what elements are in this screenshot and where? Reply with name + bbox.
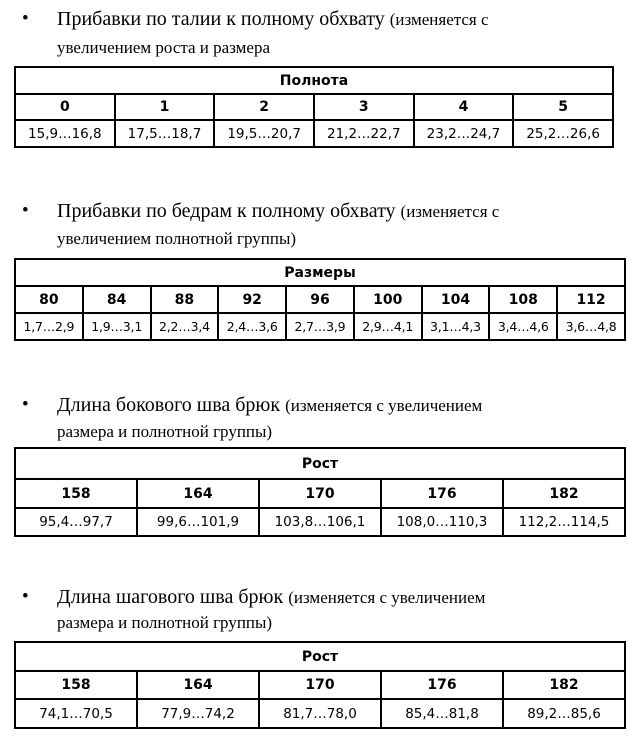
value-cell: 85,4…81,8 bbox=[381, 699, 503, 728]
value-cell: 74,1…70,5 bbox=[15, 699, 137, 728]
value-cell: 2,7…3,9 bbox=[286, 313, 354, 340]
heading-text: Длина бокового шва брюк bbox=[57, 394, 281, 416]
table-title: Рост bbox=[15, 448, 625, 479]
header-cell: 5 bbox=[513, 94, 613, 120]
header-cell: 182 bbox=[503, 479, 625, 508]
value-cell: 23,2…24,7 bbox=[414, 120, 514, 147]
header-cell: 176 bbox=[381, 479, 503, 508]
value-cell: 17,5…18,7 bbox=[115, 120, 215, 147]
heading-note: (изменяется с bbox=[400, 202, 500, 221]
value-cell: 108,0…110,3 bbox=[381, 508, 503, 536]
header-cell: 96 bbox=[286, 286, 354, 313]
value-cell: 15,9…16,8 bbox=[15, 120, 115, 147]
heading-note: (изменяется с увеличением bbox=[285, 396, 483, 415]
value-cell: 1,7…2,9 bbox=[15, 313, 83, 340]
value-cell: 3,1…4,3 bbox=[422, 313, 490, 340]
value-cell: 3,4…4,6 bbox=[489, 313, 557, 340]
header-cell: 88 bbox=[151, 286, 219, 313]
bullet-icon: • bbox=[22, 586, 29, 607]
bullet-icon: • bbox=[22, 394, 29, 415]
waist-table bbox=[14, 66, 614, 148]
heading-note: (изменяется с bbox=[389, 10, 489, 29]
value-cell: 2,9…4,1 bbox=[354, 313, 422, 340]
heading-continuation: увеличением роста и размера bbox=[57, 38, 271, 57]
bullet-icon: • bbox=[22, 8, 29, 29]
heading-text: Прибавки по талии к полному обхвату bbox=[57, 8, 385, 30]
bullet-icon: • bbox=[22, 200, 29, 221]
header-cell: 176 bbox=[381, 671, 503, 699]
heading-continuation: увеличением полнотной группы) bbox=[57, 229, 297, 248]
header-cell: 112 bbox=[557, 286, 625, 313]
value-cell: 95,4…97,7 bbox=[15, 508, 137, 536]
heading-note: (изменяется с увеличением bbox=[288, 588, 486, 607]
table-title: Полнота bbox=[15, 67, 613, 94]
value-cell: 2,2…3,4 bbox=[151, 313, 219, 340]
header-cell: 164 bbox=[137, 479, 259, 508]
value-cell: 77,9…74,2 bbox=[137, 699, 259, 728]
header-cell: 182 bbox=[503, 671, 625, 699]
value-cell: 3,6…4,8 bbox=[557, 313, 625, 340]
heading-text: Длина шагового шва брюк bbox=[57, 586, 284, 608]
value-cell: 81,7…78,0 bbox=[259, 699, 381, 728]
heading-continuation: размера и полнотной группы) bbox=[57, 422, 273, 441]
header-cell: 0 bbox=[15, 94, 115, 120]
header-cell: 170 bbox=[259, 671, 381, 699]
table-title: Размеры bbox=[15, 259, 625, 286]
header-cell: 3 bbox=[314, 94, 414, 120]
header-cell: 92 bbox=[218, 286, 286, 313]
heading-continuation: размера и полнотной группы) bbox=[57, 613, 273, 632]
value-cell: 103,8…106,1 bbox=[259, 508, 381, 536]
table-title: Рост bbox=[15, 642, 625, 671]
value-cell: 19,5…20,7 bbox=[214, 120, 314, 147]
heading-text: Прибавки по бедрам к полному обхвату bbox=[57, 200, 396, 222]
header-cell: 158 bbox=[15, 479, 137, 508]
value-cell: 112,2…114,5 bbox=[503, 508, 625, 536]
value-cell: 2,4…3,6 bbox=[218, 313, 286, 340]
value-cell: 25,2…26,6 bbox=[513, 120, 613, 147]
value-cell: 21,2…22,7 bbox=[314, 120, 414, 147]
header-cell: 100 bbox=[354, 286, 422, 313]
inseam-table bbox=[14, 641, 626, 729]
value-cell: 1,9…3,1 bbox=[83, 313, 151, 340]
hips-table bbox=[14, 258, 626, 341]
header-cell: 80 bbox=[15, 286, 83, 313]
header-cell: 108 bbox=[489, 286, 557, 313]
header-cell: 104 bbox=[422, 286, 490, 313]
header-cell: 164 bbox=[137, 671, 259, 699]
header-cell: 170 bbox=[259, 479, 381, 508]
header-cell: 158 bbox=[15, 671, 137, 699]
header-cell: 84 bbox=[83, 286, 151, 313]
header-cell: 2 bbox=[214, 94, 314, 120]
value-cell: 89,2…85,6 bbox=[503, 699, 625, 728]
side-seam-table bbox=[14, 447, 626, 537]
header-cell: 1 bbox=[115, 94, 215, 120]
header-cell: 4 bbox=[414, 94, 514, 120]
value-cell: 99,6…101,9 bbox=[137, 508, 259, 536]
